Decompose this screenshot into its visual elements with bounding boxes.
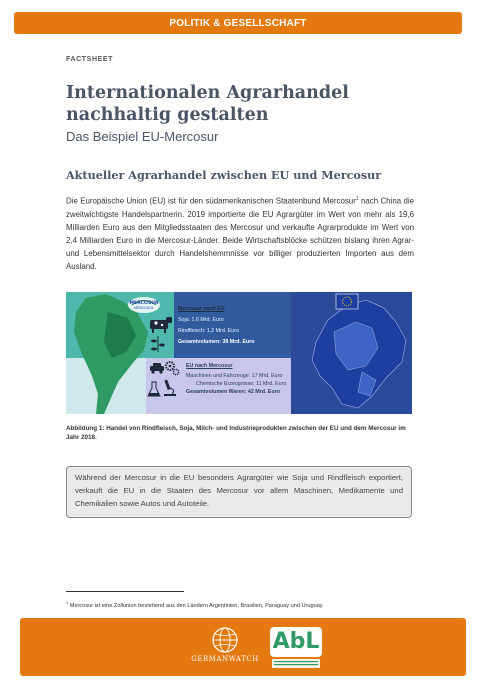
export-text-block bbox=[178, 305, 255, 346]
mercosur-logo-text: MERCOSUR bbox=[129, 301, 159, 306]
abl-logo-text bbox=[268, 629, 324, 655]
footnote-mark: 1 bbox=[66, 600, 69, 605]
body-paragraph bbox=[66, 193, 414, 273]
category-banner bbox=[14, 12, 462, 34]
section-heading: Aktueller Agrarhandel zwischen EU und Mercosur bbox=[66, 168, 382, 182]
abl-logo[interactable] bbox=[268, 625, 324, 671]
import-total: Gesamtvolumen Waren: 42 Mrd. Euro bbox=[186, 389, 280, 395]
export-total: Gesamtvolumen: 39 Mrd. Euro bbox=[178, 339, 255, 345]
abl-logo-letters: AbL bbox=[272, 629, 320, 654]
summary-callout-box bbox=[66, 466, 412, 518]
trade-infographic bbox=[66, 292, 412, 414]
globe-icon bbox=[190, 626, 260, 656]
footnote-divider bbox=[66, 591, 184, 592]
germanwatch-logo[interactable] bbox=[190, 626, 260, 670]
footer-banner bbox=[20, 618, 466, 676]
category-label: POLITIK & GESELLSCHAFT bbox=[169, 17, 307, 29]
eu-flag-icon bbox=[336, 294, 358, 309]
page-title-line-1: Internationalen Agrarhandel bbox=[66, 83, 349, 103]
document-type-label: FACTSHEET bbox=[66, 56, 114, 63]
footnote bbox=[66, 600, 324, 609]
body-text-part-2: nach China die zweitwichtigste Handelspartnerin. 2019 importierte die EU Agrargüter im Wert von mehr als 19,6 Milliarden Euro aus den Mitgliedsstaaten des Mercosur und verkaufte Agrarprodukte im Wert von 2,4 Milliarden Euro in die Mercosur-Länder. Beide Wirtschaftsblöcke schützen bislang ihren Agrar- und Lebensmittelsektor durch Handelshemmnisse vor billiger produzierten Importen aus dem Ausland. bbox=[66, 196, 414, 271]
import-text-block bbox=[186, 362, 286, 396]
page-title-line-2: nachhaltig gestalten bbox=[66, 105, 269, 125]
import-heading: EU nach Mercosur bbox=[186, 363, 233, 369]
page-title bbox=[66, 82, 406, 126]
body-text-part-1: Die Europäische Union (EU) ist für den südamerikanischen Staatenbund Mercosur bbox=[66, 196, 356, 206]
import-maschinen: Maschinen und Fahrzeuge: 17 Mrd. Euro bbox=[186, 373, 283, 379]
summary-callout-text: Während der Mercosur in die EU besonders Agrargüter wie Soja und Rindfleisch exportiert, verkauft die EU in die Staaten des Mercosur vor allem Maschinen, Medikamente und Chemikalien sowie Autos und Autoteile. bbox=[75, 473, 403, 508]
page-subtitle: Das Beispiel EU-Mercosur bbox=[66, 129, 219, 144]
mercosur-logo-subtext: MERCOSUL bbox=[134, 306, 154, 310]
export-rindfleisch: Rindfleisch: 1,2 Mrd. Euro bbox=[178, 328, 239, 334]
export-soja: Soja: 1,6 Mrd. Euro bbox=[178, 317, 224, 323]
footnote-text: Mercosur ist eine Zollunion bestehend aus den Ländern Argentinien, Brasilien, Paraguay und Uruguay. bbox=[68, 602, 324, 609]
figure-caption: Abbildung 1: Handel von Rindfleisch, Soja, Milch- und Industrieprodukten zwischen der EU und dem Mercosur im Jahr 2018. bbox=[66, 425, 406, 441]
germanwatch-logo-text: GERMANWATCH bbox=[191, 655, 259, 663]
export-heading: Mercosur nach EU bbox=[178, 306, 225, 312]
import-chemie: Chemische Erzeugnisse: 11 Mrd. Euro bbox=[196, 381, 287, 387]
footnote-reference[interactable]: 1 bbox=[355, 196, 359, 202]
